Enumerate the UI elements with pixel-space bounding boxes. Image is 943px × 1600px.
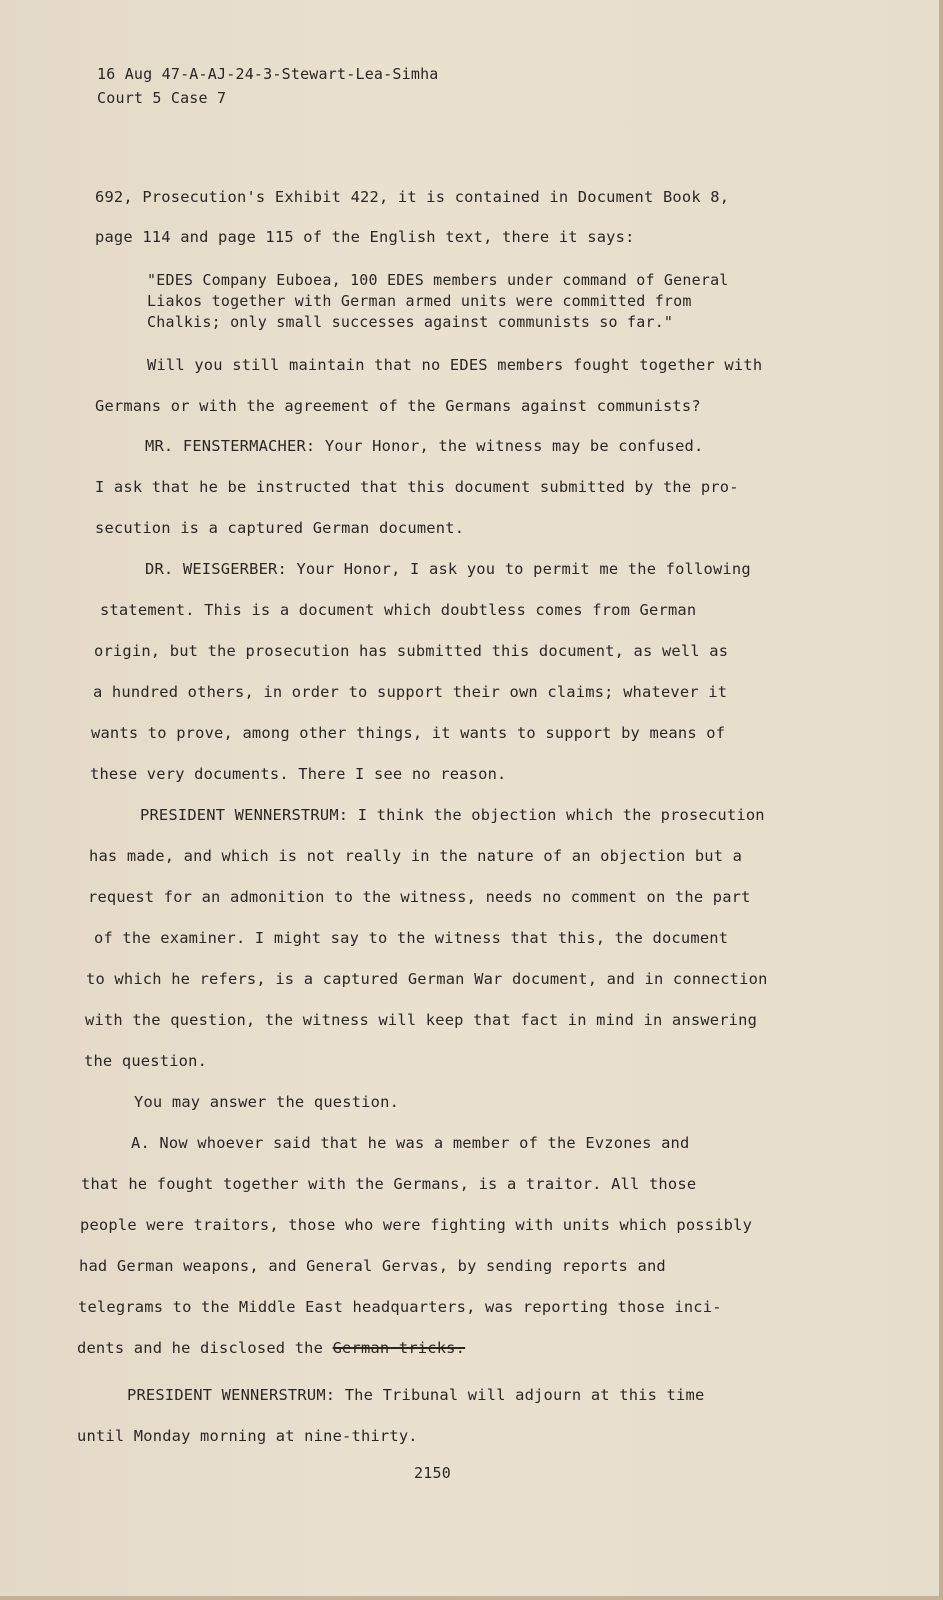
text-segment: dents and he disclosed the: [77, 1339, 333, 1357]
text-line: to which he refers, is a captured German War document, and in connection: [86, 970, 768, 988]
text-line: people were traitors, those who were fighting with units which possibly: [80, 1216, 753, 1234]
text-line: MR. FENSTERMACHER: Your Honor, the witness may be confused.: [145, 437, 704, 455]
text-line: the question.: [84, 1052, 208, 1070]
text-line: A. Now whoever said that he was a member of the Evzones and: [131, 1134, 690, 1152]
text-line: [77, 1339, 465, 1357]
text-line: statement. This is a document which doubtless comes from German: [100, 601, 697, 619]
text-line: wants to prove, among other things, it wants to support by means of: [91, 724, 726, 742]
text-line: telegrams to the Middle East headquarters, was reporting those inci-: [78, 1298, 722, 1316]
text-line: has made, and which is not really in the nature of an objection but a: [89, 847, 743, 865]
text-line: that he fought together with the Germans, is a traitor. All those: [81, 1175, 697, 1193]
document-header: [97, 62, 439, 110]
text-line: Will you still maintain that no EDES members fought together with: [147, 356, 763, 374]
text-line: with the question, the witness will keep that fact in mind in answering: [85, 1011, 758, 1029]
text-line: PRESIDENT WENNERSTRUM: I think the objection which the prosecution: [140, 806, 765, 824]
header-line-1: 16 Aug 47-A-AJ-24-3-Stewart-Lea-Simha: [97, 65, 439, 83]
struck-through-text: German tricks.: [332, 1339, 466, 1357]
text-line: request for an admonition to the witness, needs no comment on the part: [88, 888, 751, 906]
quote-line: Chalkis; only small successes against communists so far.": [147, 313, 674, 331]
text-line: origin, but the prosecution has submitted this document, as well as: [94, 642, 729, 660]
text-line: Germans or with the agreement of the Germans against communists?: [95, 397, 701, 415]
text-line: DR. WEISGERBER: Your Honor, I ask you to permit me the following: [145, 560, 751, 578]
text-line: I ask that he be instructed that this document submitted by the pro-: [95, 478, 739, 496]
text-line: these very documents. There I see no reason.: [90, 765, 507, 783]
text-line: page 114 and page 115 of the English text, there it says:: [95, 228, 635, 246]
text-line: of the examiner. I might say to the witness that this, the document: [94, 929, 729, 947]
text-line: had German weapons, and General Gervas, by sending reports and: [79, 1257, 666, 1275]
text-line: secution is a captured German document.: [95, 519, 465, 537]
text-line: until Monday morning at nine-thirty.: [77, 1427, 418, 1445]
quote-line: Liakos together with German armed units were committed from: [147, 292, 692, 310]
text-line: a hundred others, in order to support their own claims; whatever it: [93, 683, 728, 701]
text-line: PRESIDENT WENNERSTRUM: The Tribunal will adjourn at this time: [127, 1386, 705, 1404]
page-number: 2150: [414, 1464, 451, 1482]
text-line: You may answer the question.: [134, 1093, 400, 1111]
quoted-excerpt: [147, 270, 729, 333]
header-line-2: Court 5 Case 7: [97, 89, 227, 107]
text-line: 692, Prosecution's Exhibit 422, it is contained in Document Book 8,: [95, 188, 730, 206]
quote-line: "EDES Company Euboea, 100 EDES members under command of General: [147, 271, 729, 289]
